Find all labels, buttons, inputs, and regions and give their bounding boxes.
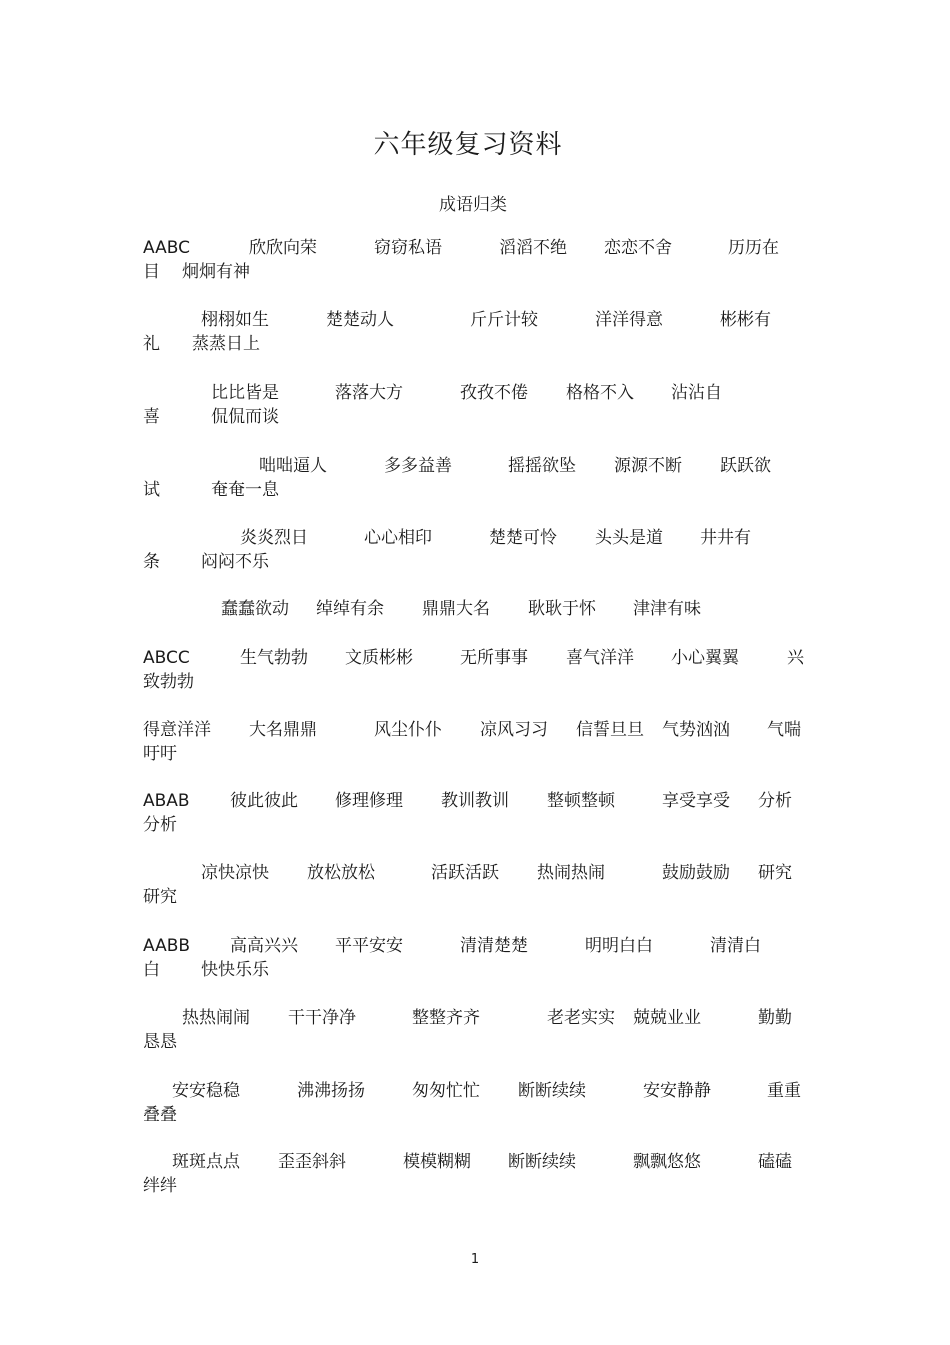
idiom: 蠢蠢欲动 (221, 599, 289, 619)
idiom-fragment: 礼 (143, 334, 160, 354)
idiom: 彼此彼此 (230, 791, 298, 811)
idiom: 头头是道 (595, 528, 663, 548)
text-line (143, 308, 823, 332)
idiom-fragment: 分析 (143, 815, 177, 835)
idiom: 兢兢业业 (633, 1008, 701, 1028)
idiom: 楚楚动人 (326, 310, 394, 330)
idiom-paragraph (143, 597, 823, 621)
idiom-paragraph (143, 381, 823, 429)
idiom: 安安稳稳 (172, 1081, 240, 1101)
category-label: ABAB (143, 791, 190, 811)
idiom: 教训教训 (441, 791, 509, 811)
idiom: 多多益善 (384, 456, 452, 476)
idiom: 无所事事 (460, 648, 528, 668)
idiom: 奄奄一息 (211, 480, 279, 500)
text-line (143, 550, 823, 574)
idiom: 斤斤计较 (470, 310, 538, 330)
text-line (143, 526, 823, 550)
idiom-paragraph (143, 718, 823, 766)
text-line (143, 1174, 823, 1198)
idiom-fragment: 吁吁 (143, 744, 177, 764)
category-label: AABC (143, 238, 190, 258)
idiom: 活跃活跃 (431, 863, 499, 883)
text-line (143, 1103, 823, 1127)
page-title: 六年级复习资料 (373, 130, 563, 160)
idiom: 整顿整顿 (547, 791, 615, 811)
idiom: 歪歪斜斜 (278, 1152, 346, 1172)
idiom-paragraph (143, 526, 823, 574)
idiom-fragment: 绊绊 (143, 1176, 177, 1196)
idiom: 文质彬彬 (345, 648, 413, 668)
idiom-fragment: 目 (143, 262, 160, 282)
idiom: 比比皆是 (211, 383, 279, 403)
idiom: 栩栩如生 (201, 310, 269, 330)
text-line (143, 478, 823, 502)
idiom: 得意洋洋 (143, 720, 211, 740)
idiom: 修理修理 (335, 791, 403, 811)
section-subtitle: 成语归类 (439, 195, 507, 215)
idiom: 恋恋不舍 (604, 238, 672, 258)
idiom: 绰绰有余 (316, 599, 384, 619)
idiom-paragraph (143, 236, 823, 284)
idiom: 斑斑点点 (172, 1152, 240, 1172)
idiom: 滔滔不绝 (499, 238, 567, 258)
idiom: 享受享受 (662, 791, 730, 811)
idiom-paragraph (143, 861, 823, 909)
text-line (143, 1030, 823, 1054)
idiom-paragraph (143, 646, 823, 694)
idiom-fragment: 致勃勃 (143, 672, 194, 692)
idiom: 凉快凉快 (201, 863, 269, 883)
idiom: 干干净净 (288, 1008, 356, 1028)
idiom: 鼓励鼓励 (662, 863, 730, 883)
idiom: 信誓旦旦 (576, 720, 644, 740)
text-line (143, 861, 823, 885)
idiom-fragment: 研究 (143, 887, 177, 907)
idiom: 老老实实 (547, 1008, 615, 1028)
idiom: 高高兴兴 (230, 936, 298, 956)
text-line (143, 789, 823, 813)
idiom: 大名鼎鼎 (249, 720, 317, 740)
idiom: 匆匆忙忙 (412, 1081, 480, 1101)
text-line (143, 236, 823, 260)
text-line (143, 885, 823, 909)
category-label: ABCC (143, 648, 190, 668)
idiom: 生气勃勃 (240, 648, 308, 668)
idiom: 窃窃私语 (374, 238, 442, 258)
text-line (143, 958, 823, 982)
idiom-fragment: 白 (143, 960, 160, 980)
idiom: 格格不入 (566, 383, 634, 403)
text-line (143, 646, 823, 670)
idiom: 心心相印 (364, 528, 432, 548)
idiom-fragment: 跃跃欲 (720, 456, 771, 476)
text-line (143, 454, 823, 478)
text-line (143, 1006, 823, 1030)
idiom: 快快乐乐 (201, 960, 269, 980)
idiom-fragment: 磕磕 (758, 1152, 792, 1172)
text-line (143, 718, 823, 742)
idiom: 断断续续 (508, 1152, 576, 1172)
idiom: 断断续续 (518, 1081, 586, 1101)
idiom-fragment: 井井有 (700, 528, 751, 548)
idiom: 整整齐齐 (412, 1008, 480, 1028)
text-line (143, 934, 823, 958)
idiom: 安安静静 (643, 1081, 711, 1101)
idiom: 侃侃而谈 (211, 407, 279, 427)
idiom: 模模糊糊 (403, 1152, 471, 1172)
idiom: 欣欣向荣 (249, 238, 317, 258)
idiom: 炎炎烈日 (240, 528, 308, 548)
idiom-fragment: 分析 (758, 791, 792, 811)
idiom: 源源不断 (614, 456, 682, 476)
idiom-fragment: 叠叠 (143, 1105, 177, 1125)
idiom-paragraph (143, 789, 823, 837)
text-line (143, 381, 823, 405)
text-line (143, 405, 823, 429)
idiom-fragment: 勤勤 (758, 1008, 792, 1028)
text-line (143, 260, 823, 284)
text-line (143, 742, 823, 766)
idiom-fragment: 清清白 (710, 936, 761, 956)
idiom-paragraph (143, 1150, 823, 1198)
idiom-fragment: 条 (143, 552, 160, 572)
idiom: 风尘仆仆 (374, 720, 442, 740)
idiom: 沸沸扬扬 (297, 1081, 365, 1101)
idiom: 小心翼翼 (671, 648, 739, 668)
text-line (143, 332, 823, 356)
idiom: 凉风习习 (480, 720, 548, 740)
idiom-fragment: 彬彬有 (720, 310, 771, 330)
idiom: 飘飘悠悠 (633, 1152, 701, 1172)
idiom: 气势汹汹 (662, 720, 730, 740)
idiom-fragment: 气喘 (767, 720, 801, 740)
idiom: 喜气洋洋 (566, 648, 634, 668)
text-line (143, 1079, 823, 1103)
idiom: 津津有味 (633, 599, 701, 619)
idiom-paragraph (143, 1006, 823, 1054)
idiom-paragraph (143, 308, 823, 356)
idiom-paragraph (143, 454, 823, 502)
idiom-fragment: 试 (143, 480, 160, 500)
idiom-paragraph (143, 1079, 823, 1127)
idiom-fragment: 沾沾自 (671, 383, 722, 403)
text-line (143, 670, 823, 694)
idiom: 放松放松 (307, 863, 375, 883)
idiom: 鼎鼎大名 (422, 599, 490, 619)
idiom: 咄咄逼人 (259, 456, 327, 476)
idiom: 耿耿于怀 (528, 599, 596, 619)
idiom: 闷闷不乐 (201, 552, 269, 572)
text-line (143, 597, 823, 621)
category-label: AABB (143, 936, 191, 956)
idiom: 摇摇欲坠 (508, 456, 576, 476)
idiom: 平平安安 (335, 936, 403, 956)
idiom: 洋洋得意 (595, 310, 663, 330)
idiom-fragment: 研究 (758, 863, 792, 883)
idiom-paragraph (143, 934, 823, 982)
idiom: 清清楚楚 (460, 936, 528, 956)
idiom-fragment: 重重 (767, 1081, 801, 1101)
idiom-fragment: 喜 (143, 407, 160, 427)
page-number: 1 (470, 1252, 480, 1267)
idiom: 炯炯有神 (182, 262, 250, 282)
text-line (143, 813, 823, 837)
idiom: 热闹热闹 (537, 863, 605, 883)
idiom-fragment: 历历在 (728, 238, 779, 258)
text-line (143, 1150, 823, 1174)
idiom: 楚楚可怜 (489, 528, 557, 548)
idiom-fragment: 兴 (787, 648, 804, 668)
idiom: 落落大方 (335, 383, 403, 403)
idiom: 孜孜不倦 (460, 383, 528, 403)
idiom: 蒸蒸日上 (192, 334, 260, 354)
idiom-fragment: 恳恳 (143, 1032, 177, 1052)
idiom: 明明白白 (585, 936, 653, 956)
idiom: 热热闹闹 (182, 1008, 250, 1028)
